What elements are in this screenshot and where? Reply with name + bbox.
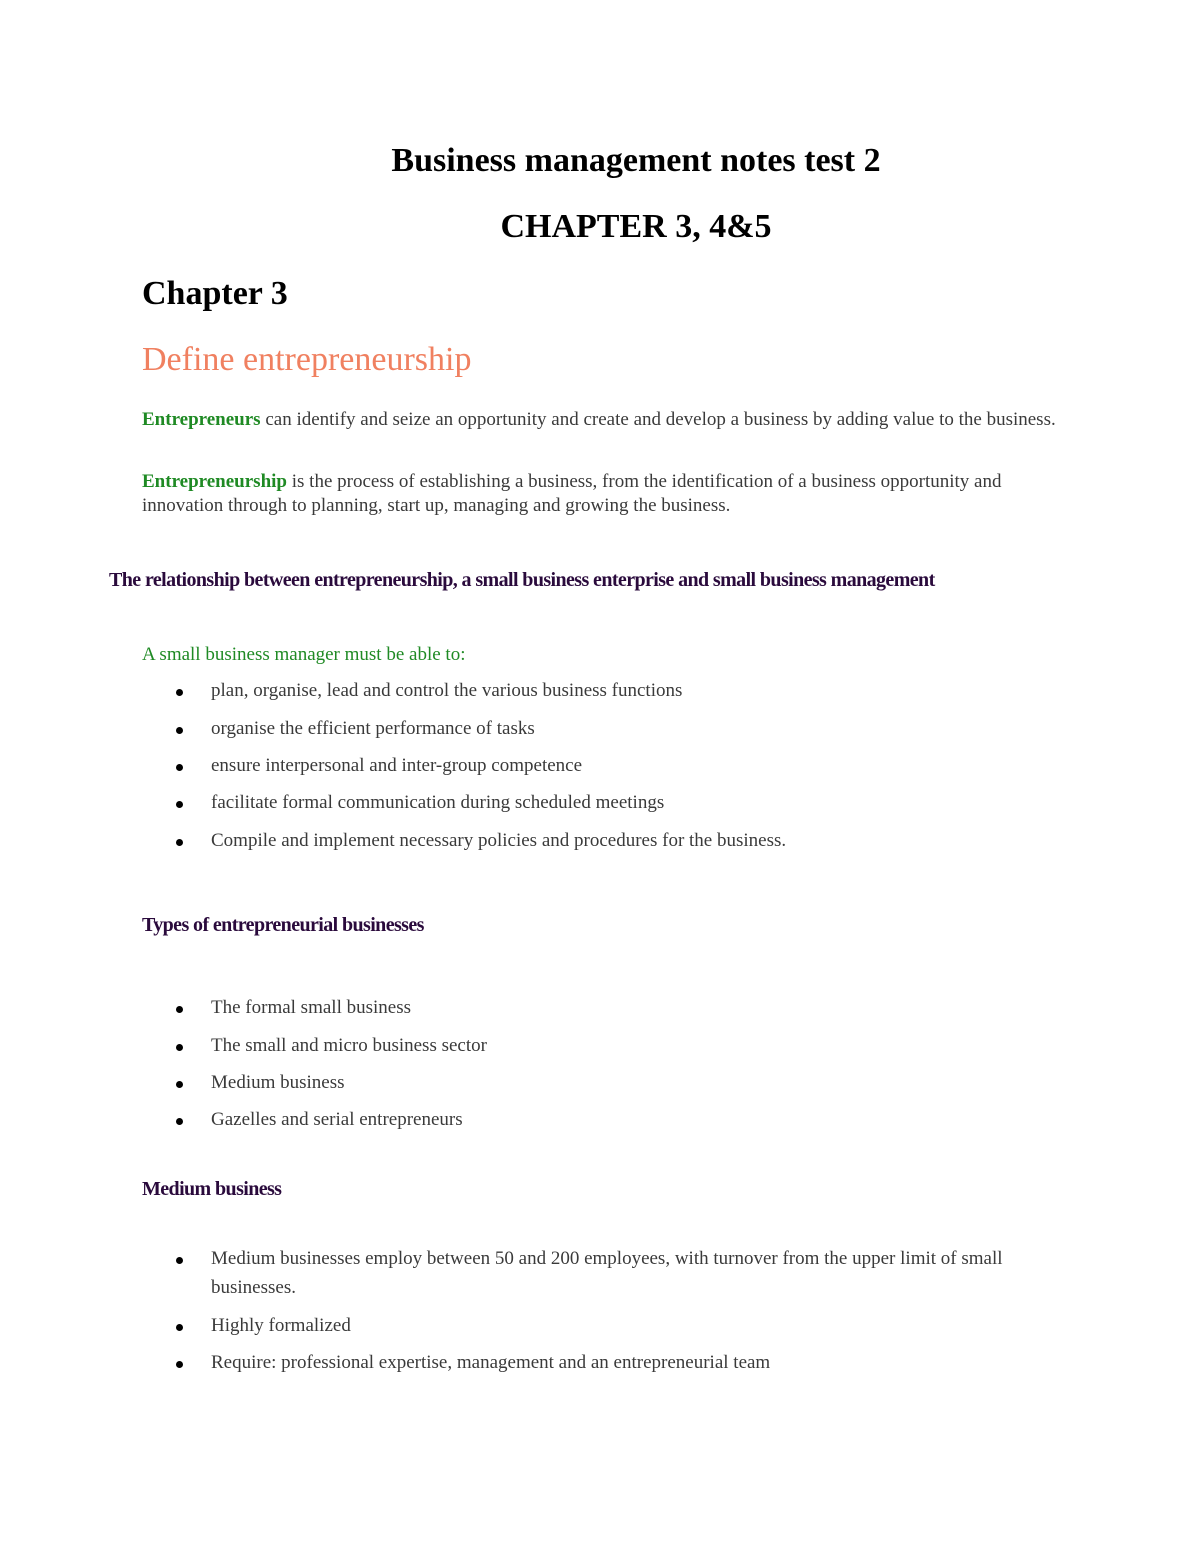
- document-title: Business management notes test 2: [391, 142, 881, 179]
- entrepreneurship-definition: is the process of establishing a business, from the identification of a business opportunity and innovation through to planning, start up, managing and growing the business.: [142, 471, 1002, 516]
- bullet-icon: [176, 1044, 183, 1051]
- bullet-icon: [176, 801, 183, 808]
- document-subtitle: CHAPTER 3, 4&5: [500, 208, 772, 245]
- entrepreneurs-definition: can identify and seize an opportunity and create and develop a business by adding value to the business.: [260, 409, 1056, 430]
- bullet-icon: [176, 689, 183, 696]
- bullet-icon: [176, 1118, 183, 1125]
- bullet-icon: [176, 1324, 183, 1331]
- medium-heading: Medium business: [142, 1178, 282, 1200]
- entrepreneurs-paragraph: [142, 408, 1062, 432]
- bullet-icon: [176, 839, 183, 846]
- bullet-icon: [176, 727, 183, 734]
- bullet-icon: [176, 1081, 183, 1088]
- bullet-icon: [176, 1006, 183, 1013]
- types-heading: Types of entrepreneurial businesses: [142, 914, 424, 936]
- bullet-icon: [176, 1257, 183, 1264]
- entrepreneurship-term: Entrepreneurship: [142, 471, 287, 492]
- chapter-heading: Chapter 3: [142, 275, 288, 312]
- section-heading: Define entrepreneurship: [142, 341, 472, 378]
- manager-intro: A small business manager must be able to:: [142, 644, 466, 665]
- document-page: Business management notes test 2 CHAPTER 3, 4&5 Chapter 3 Define entrepreneurship Entrepreneurs can identify and seize an opportunity and create and develop a business by adding value to the business. Entrepreneurship is the process of establishing a business, from the identification of a business opportunity and innovation through to planning, start up, managing and growing the business. The relationship between entrepreneurship, a small business enterprise and small business management A small business manager must be able to: plan, organise, lead and control the various business functions organise the efficient performance of tasks ensure interpersonal and inter-group competence facilitate formal communication during scheduled meetings Compile and implement necessary policies and procedures for the business. Types of entrepreneurial businesses The formal small business The small and micro business sector Medium business Gazelles and serial entrepreneurs Medium business Medium businesses employ between 50 and 200 employees, with turnover from the upper limit of small businesses. Highly formalized Require: professional expertise, management and an entrepreneurial team: [0, 0, 1200, 1553]
- entrepreneurship-paragraph: [142, 470, 1062, 518]
- bullet-icon: [176, 764, 183, 771]
- relationship-heading: The relationship between entrepreneurship, a small business enterprise and small business management: [109, 569, 935, 591]
- entrepreneurs-term: Entrepreneurs: [142, 409, 261, 430]
- bullet-icon: [176, 1361, 183, 1368]
